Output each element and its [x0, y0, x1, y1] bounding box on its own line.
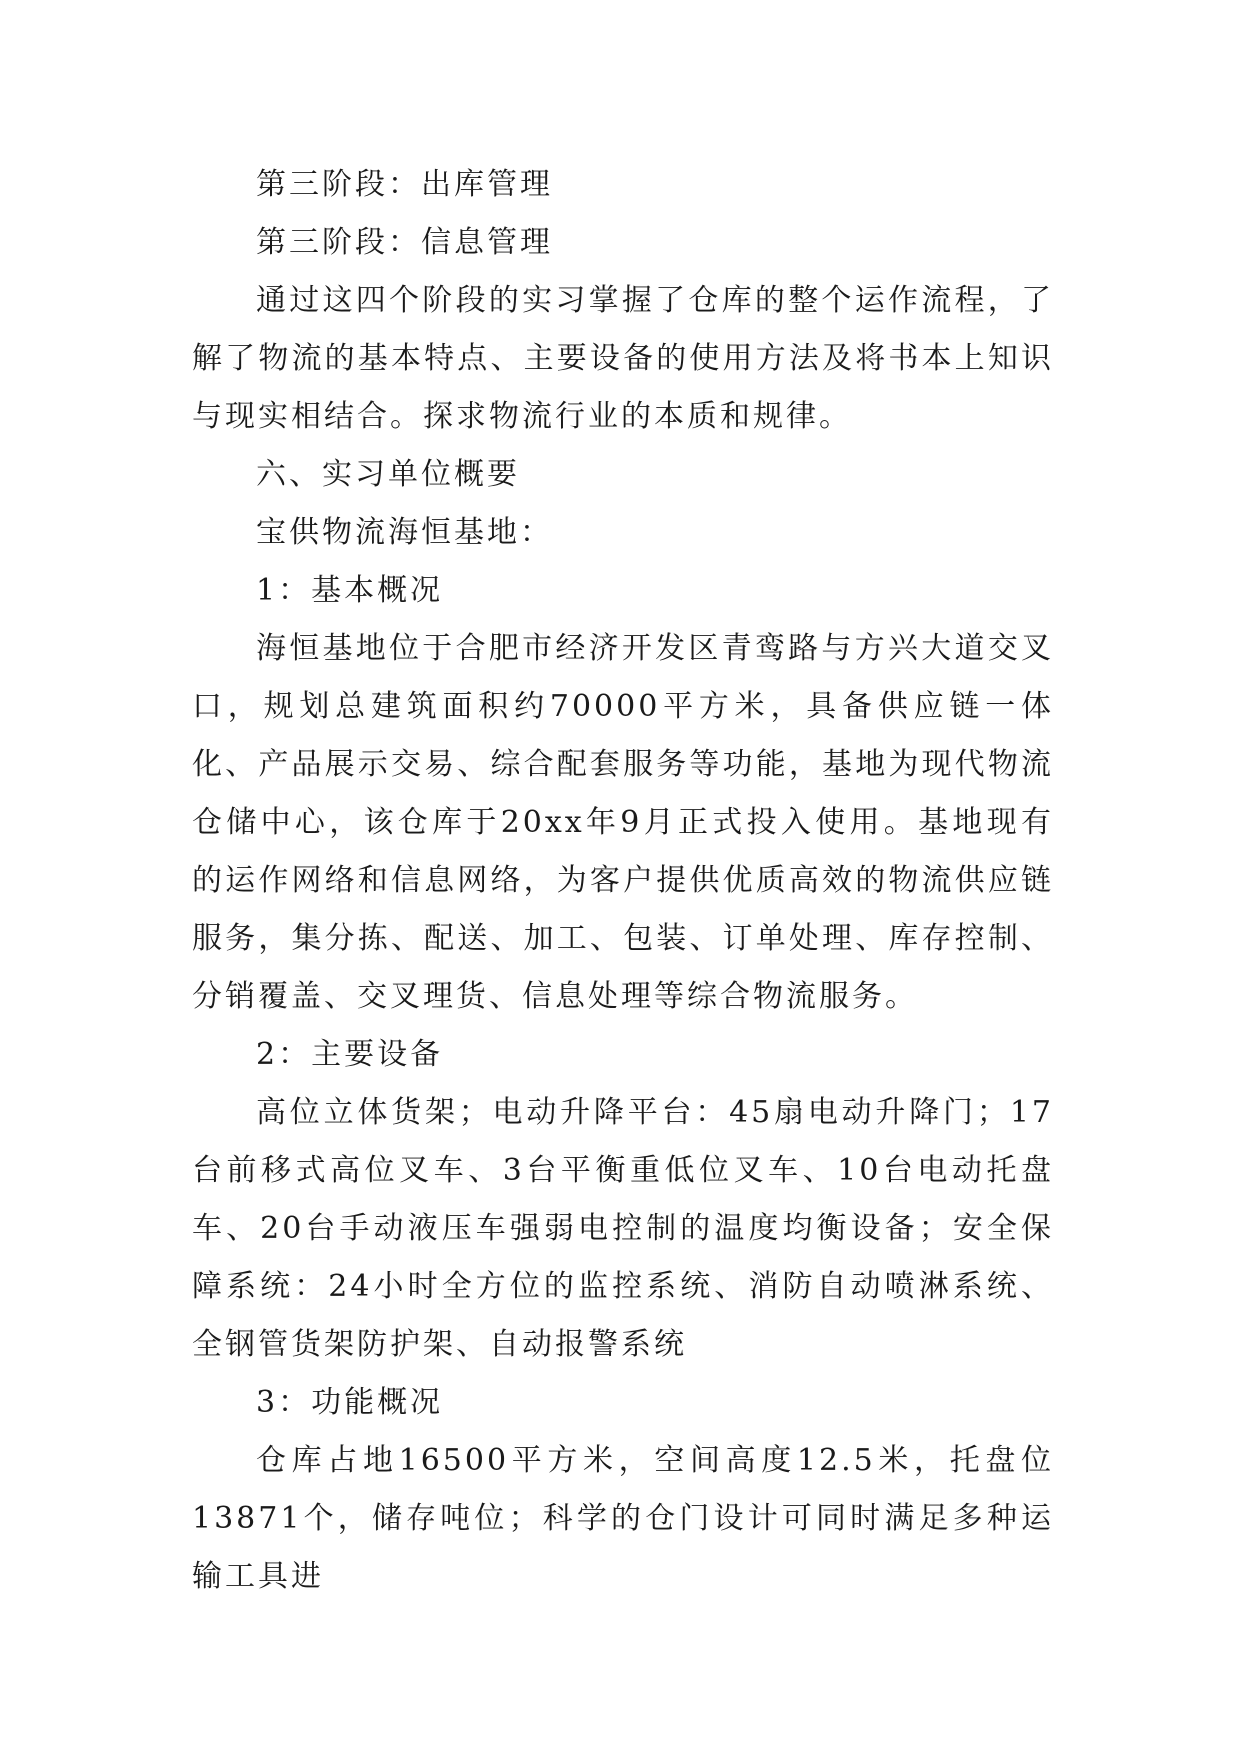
paragraph-stage-outbound: 第三阶段：出库管理: [256, 167, 553, 202]
paragraph-function-overview: 仓库占地16500平方米，空间高度12.5米，托盘位13871个，储存吨位；科学的仓门设计可同时满足多种运输工具进: [192, 1443, 1054, 1594]
paragraph-main-equipment: 高位立体货架；电动升降平台：45扇电动升降门；17台前移式高位叉车、3台平衡重低位叉车、10台电动托盘车、20台手动液压车强弱电控制的温度均衡设备；安全保障系统：24小时全方位的监控系统、消防自动喷淋系统、全钢管货架防护架、自动报警系统: [192, 1095, 1054, 1362]
paragraph-summary: 通过这四个阶段的实习掌握了仓库的整个运作流程，了解了物流的基本特点、主要设备的使用方法及将书本上知识与现实相结合。探求物流行业的本质和规律。: [192, 283, 1054, 434]
paragraph-stage-information: 第三阶段：信息管理: [256, 225, 553, 260]
subheading-main-equipment: 2：主要设备: [256, 1037, 444, 1072]
subheading-function-overview: 3：功能概况: [256, 1385, 444, 1420]
paragraph-base-name: 宝供物流海恒基地：: [256, 515, 553, 550]
subheading-basic-overview: 1：基本概况: [256, 573, 444, 608]
document-body: [192, 156, 1054, 1606]
section-heading-internship-unit: 六、实习单位概要: [256, 457, 520, 492]
paragraph-basic-overview: 海恒基地位于合肥市经济开发区青鸾路与方兴大道交叉口，规划总建筑面积约70000平方米，具备供应链一体化、产品展示交易、综合配套服务等功能，基地为现代物流仓储中心，该仓库于20xx年9月正式投入使用。基地现有的运作网络和信息网络，为客户提供优质高效的物流供应链服务，集分拣、配送、加工、包装、订单处理、库存控制、分销覆盖、交叉理货、信息处理等综合物流服务。: [192, 631, 1054, 1014]
